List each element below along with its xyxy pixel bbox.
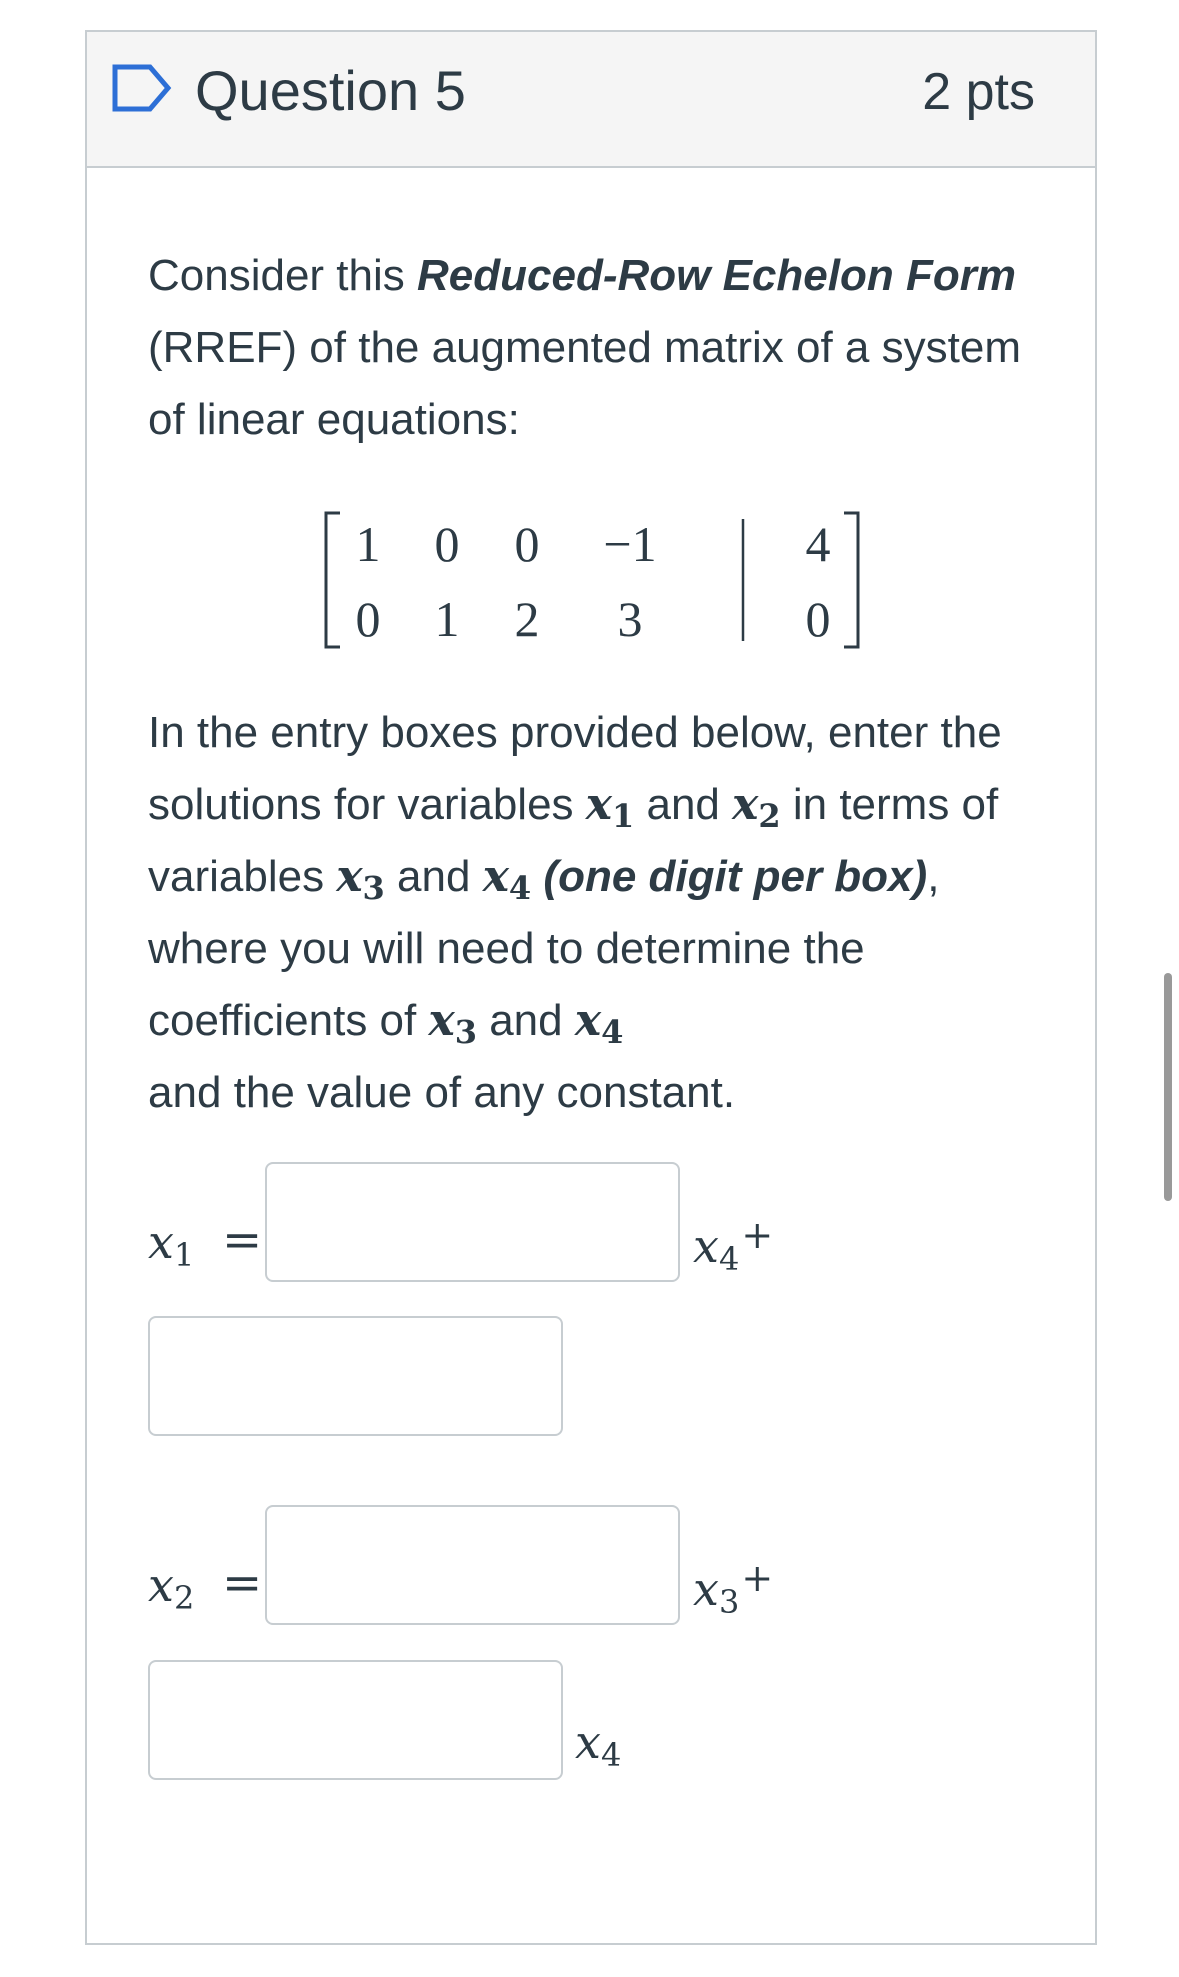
x1-constant-input[interactable] (148, 1316, 563, 1436)
instructions-text: In the entry boxes provided below, enter the solutions for variables (148, 708, 1002, 829)
var-x3: $x_3$ (336, 851, 385, 907)
matrix-cell: 0 (434, 516, 460, 572)
rref-matrix (320, 505, 880, 655)
equals-sign: = (222, 1212, 263, 1268)
var-x4: $x_4$ (574, 995, 624, 1051)
x2-x4-coefficient-input[interactable] (148, 1660, 563, 1780)
instructions-paragraph: In the entry boxes provided below, enter the solutions for variables $x_1$ and $x_2$ in terms of variables $x_3$ and $x_4$ (one digit per box), where you will need to determine the coefficients of $x_3$ and $x_4$ and the value of any constant. (148, 708, 1002, 1117)
var-x1: $x_1$ (585, 779, 635, 835)
var-x4: $x_4$ (482, 851, 532, 907)
flag-question-icon[interactable] (112, 64, 172, 112)
intro-text-rest: (RREF) of the augmented matrix of a system of linear equations: (148, 323, 1021, 444)
matrix-cell: 2 (514, 591, 540, 647)
matrix-cell: 1 (355, 516, 381, 572)
matrix-cell: 1 (434, 591, 460, 647)
x4-term-label: $x_4$ (575, 1715, 622, 1774)
matrix-cell: 3 (617, 591, 643, 647)
scrollbar-thumb[interactable] (1164, 973, 1172, 1201)
intro-text: Consider this (148, 251, 418, 300)
matrix-cell: 0 (514, 516, 540, 572)
x1-x4-coefficient-input[interactable] (265, 1162, 680, 1282)
x2-x3-coefficient-input[interactable] (265, 1505, 680, 1625)
var-x2: $x_2$ (732, 779, 781, 835)
matrix-cell: 0 (805, 591, 831, 647)
matrix-cell: 4 (805, 516, 831, 572)
intro-bold-text: Reduced-Row Echelon Form (417, 251, 1016, 300)
x4-term-label: $x_4^+$ (693, 1213, 774, 1278)
instructions-bold-text: (one digit per box) (543, 852, 928, 901)
matrix-cell: −1 (603, 516, 657, 572)
equals-sign: = (222, 1555, 263, 1611)
var-x3: $x_3$ (428, 995, 477, 1051)
intro-paragraph (148, 240, 1028, 456)
question-points: 2 pts (922, 63, 1035, 121)
matrix-cell: 0 (355, 591, 381, 647)
x1-label: $x_1$ (148, 1215, 195, 1274)
x3-term-label: $x_3^+$ (693, 1556, 774, 1621)
question-title: Question 5 (195, 59, 466, 122)
question-header (87, 32, 1095, 168)
x2-label: $x_2$ (148, 1558, 195, 1617)
